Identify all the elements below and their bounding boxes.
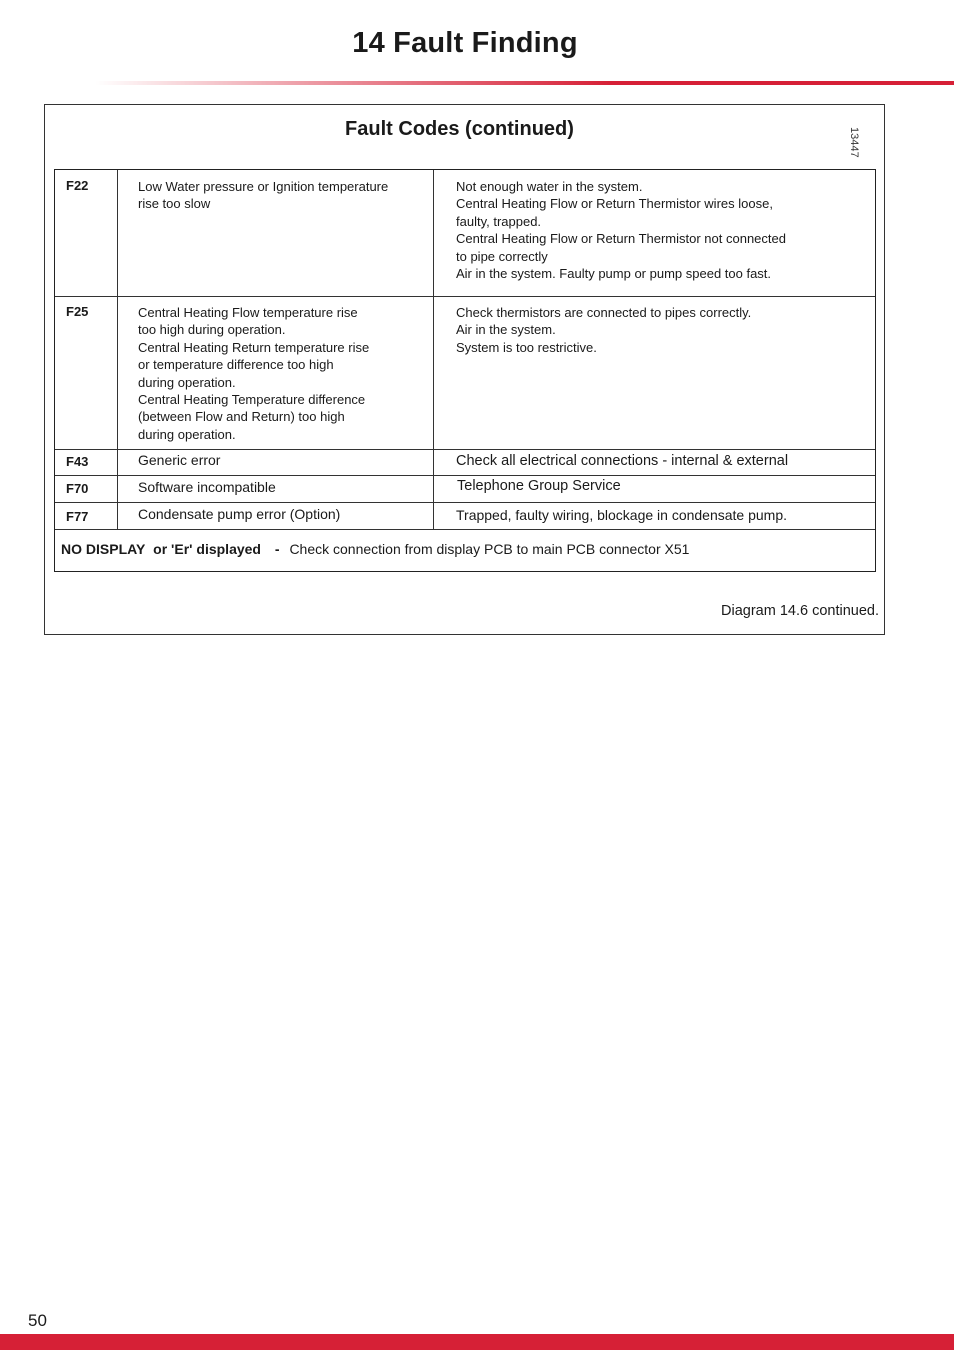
table-row-f22 bbox=[55, 170, 875, 297]
fault-remedy bbox=[434, 170, 875, 296]
remedy-line: Check all electrical connections - internal & external bbox=[456, 453, 789, 469]
fault-line: Central Heating Return temperature rise bbox=[138, 339, 370, 355]
fault-line: Central Heating Temperature difference bbox=[138, 392, 366, 408]
fault-line: or temperature difference too high bbox=[138, 357, 334, 373]
no-display-note bbox=[61, 541, 689, 557]
remedy-line: to pipe correctly bbox=[456, 248, 548, 264]
fault-line: Software incompatible bbox=[138, 479, 276, 495]
remedy-line: Not enough water in the system. bbox=[456, 179, 643, 194]
diagram-reference-number: 13447 bbox=[848, 127, 860, 158]
fault-code-table bbox=[54, 169, 876, 572]
no-display-remedy: Check connection from display PCB to main PCB connector X51 bbox=[289, 541, 690, 557]
fault-line: Low Water pressure or Ignition temperature bbox=[138, 179, 389, 194]
fault-description bbox=[118, 502, 434, 529]
remedy-line: Air in the system. Faulty pump or pump speed too fast. bbox=[456, 266, 772, 282]
remedy-line: Central Heating Flow or Return Thermistor wires loose, bbox=[456, 196, 773, 212]
title-divider bbox=[95, 81, 954, 85]
fault-remedy bbox=[434, 296, 875, 449]
fault-description bbox=[118, 296, 434, 449]
page-title: 14 Fault Finding bbox=[352, 27, 578, 59]
fault-line: rise too slow bbox=[138, 196, 211, 212]
page-number: 50 bbox=[28, 1311, 47, 1330]
table-row-f70 bbox=[55, 475, 875, 503]
fault-code: F70 bbox=[55, 475, 118, 502]
remedy-line: Trapped, faulty wiring, blockage in condensate pump. bbox=[456, 507, 788, 523]
no-display-separator: - bbox=[274, 541, 280, 557]
fault-line: Generic error bbox=[138, 452, 221, 468]
remedy-line: Check thermistors are connected to pipes correctly. bbox=[456, 305, 752, 320]
fault-description bbox=[118, 475, 434, 502]
no-display-label-suffix: or 'Er' displayed bbox=[153, 541, 261, 557]
fault-remedy bbox=[434, 449, 875, 475]
fault-remedy bbox=[434, 475, 875, 502]
fault-line: Central Heating Flow temperature rise bbox=[138, 305, 358, 320]
fault-remedy bbox=[434, 502, 875, 529]
remedy-line: Telephone Group Service bbox=[457, 478, 621, 494]
fault-description bbox=[118, 449, 434, 475]
fault-line: too high during operation. bbox=[138, 322, 286, 338]
table-row-f43 bbox=[55, 449, 875, 476]
fault-code: F25 bbox=[55, 296, 118, 449]
remedy-line: Central Heating Flow or Return Thermistor not connected bbox=[456, 231, 786, 247]
diagram-heading: Fault Codes (continued) bbox=[345, 118, 574, 140]
fault-line: (between Flow and Return) too high bbox=[138, 409, 345, 425]
remedy-line: System is too restrictive. bbox=[456, 339, 597, 355]
diagram-caption: Diagram 14.6 continued. bbox=[721, 603, 879, 619]
fault-code: F22 bbox=[55, 170, 118, 296]
footer-accent-bar bbox=[0, 1334, 954, 1350]
fault-description bbox=[118, 170, 434, 296]
fault-line: during operation. bbox=[138, 426, 236, 442]
fault-code: F77 bbox=[55, 502, 118, 529]
table-row-f77 bbox=[55, 502, 875, 530]
no-display-label: NO DISPLAY bbox=[61, 541, 146, 557]
table-row-no-display bbox=[55, 529, 875, 571]
fault-codes-diagram bbox=[44, 104, 885, 635]
table-row-f25 bbox=[55, 296, 875, 450]
fault-code: F43 bbox=[55, 449, 118, 475]
fault-line: Condensate pump error (Option) bbox=[138, 506, 341, 522]
remedy-line: Air in the system. bbox=[456, 322, 556, 338]
remedy-line: faulty, trapped. bbox=[456, 213, 542, 229]
fault-line: during operation. bbox=[138, 374, 236, 390]
